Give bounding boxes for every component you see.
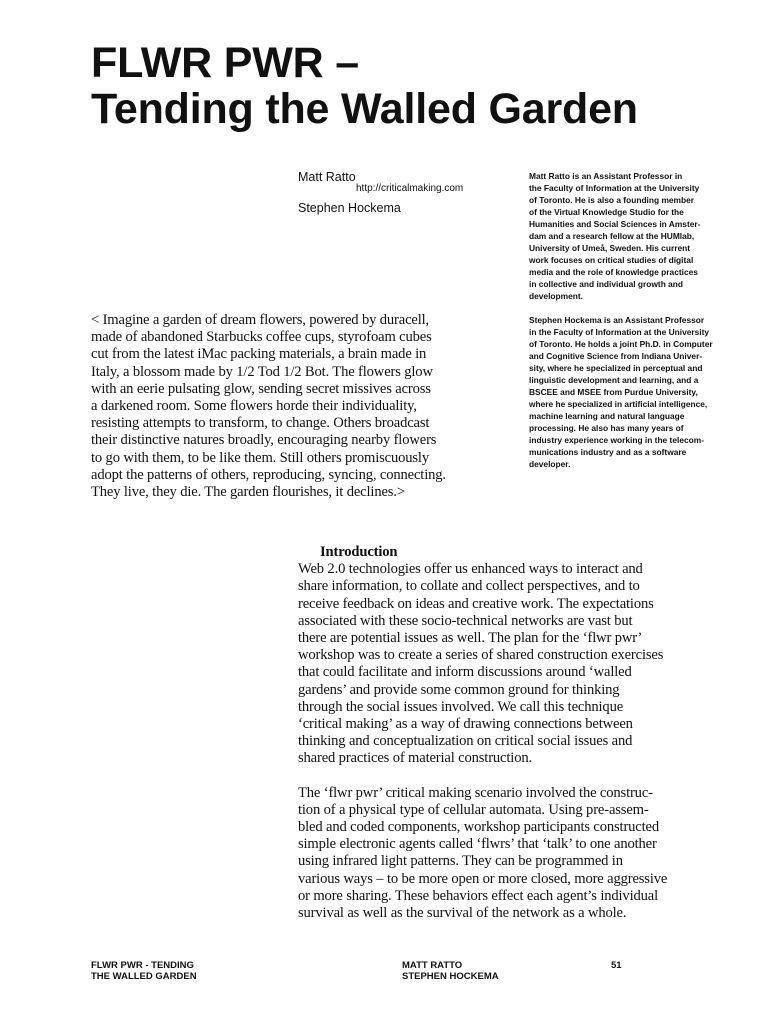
page-title — [91, 40, 638, 132]
quote-line: made of abandoned Starbucks coffee cups, styrofoam cubes — [91, 329, 432, 346]
bio-line: the Faculty of Information at the University — [529, 183, 700, 193]
body-line: bled and coded components, workshop participants constructed — [298, 819, 660, 836]
body-line: The ‘flwr pwr’ critical making scenario involved the construc- — [298, 784, 653, 801]
bio-hockema — [529, 314, 729, 470]
bio-line: in the Faculty of Information at the University — [529, 327, 710, 337]
bio-line: linguistic development and learning, and a — [529, 375, 699, 385]
quote-line: They live, they die. The garden flourishes, it declines.> — [91, 484, 405, 501]
bio-line: machine learning and natural language — [529, 411, 685, 421]
bio-line: munications industry and as a software — [529, 447, 687, 457]
bio-line: development. — [529, 291, 583, 301]
body-line: gardens’ and provide some common ground for thinking — [298, 681, 620, 698]
bio-ratto — [529, 170, 729, 302]
author-bios — [529, 170, 729, 470]
body-line: ‘critical making’ as a way of drawing connections between — [298, 716, 633, 733]
body-line: thinking and conceptualization on critical social issues and — [298, 733, 633, 750]
body-line: simple electronic agents called ‘flwrs’ that ‘talk’ to one another — [298, 836, 657, 853]
bio-line: processing. He also has many years of — [529, 423, 684, 433]
body-line: associated with these socio-technical networks are vast but — [298, 612, 633, 629]
bio-line: and Cognitive Science from Indiana Univer- — [529, 351, 703, 361]
quote-line: cut from the latest iMac packing materials, a brain made in — [91, 346, 427, 363]
title-line-1: FLWR PWR – — [91, 39, 359, 87]
body-line: share information, to collate and collect perspectives, and to — [298, 578, 640, 595]
bio-line: developer. — [529, 459, 571, 469]
page-number: 51 — [611, 960, 622, 971]
bio-line: industry experience working in the telecom- — [529, 435, 704, 445]
body-line: tion of a physical type of cellular automata. Using pre-assem- — [298, 801, 649, 818]
bio-line: of Toronto. He is also a founding member — [529, 195, 695, 205]
body-paragraph — [298, 561, 708, 767]
author-name: Stephen Hockema — [298, 201, 401, 215]
quote-line: with an eerie pulsating glow, sending secret missives across — [91, 380, 431, 397]
body-paragraph — [298, 785, 708, 923]
bio-line: in collective and individual growth and — [529, 279, 684, 289]
author-name: Matt Ratto — [298, 170, 356, 184]
body-line: using infrared light patterns. They can be programmed in — [298, 853, 623, 870]
bio-line: sity, where he specialized in perceptual and — [529, 363, 703, 373]
footer-authors — [402, 960, 499, 982]
bio-line: dam and a research fellow at the HUMlab, — [529, 231, 695, 241]
bio-line: of Toronto. He holds a joint Ph.D. in Computer — [529, 339, 713, 349]
bio-line: where he specialized in artificial intelligence, — [529, 399, 708, 409]
body-line: Web 2.0 technologies offer us enhanced ways to interact and — [298, 561, 643, 578]
body-line: survival as well as the survival of the network as a whole. — [298, 905, 627, 922]
author-block — [298, 170, 463, 216]
bio-line: Matt Ratto is an Assistant Professor in — [529, 171, 683, 181]
section-heading: Introduction — [320, 544, 398, 560]
quote-line: resisting attempts to transform, to change. Others broadcast — [91, 415, 430, 432]
quote-line: adopt the patterns of others, reproducing, syncing, connecting. — [91, 466, 446, 483]
quote-line: Italy, a blossom made by 1/2 Tod 1/2 Bot. The flowers glow — [91, 363, 433, 380]
author-url: http://criticalmaking.com — [356, 183, 464, 194]
footer-line: MATT RATTO — [402, 960, 463, 971]
body-line: that could facilitate and inform discussions around ‘walled — [298, 664, 632, 681]
body-line: workshop was to create a series of shared construction exercises — [298, 647, 664, 664]
body-line: through the social issues involved. We call this technique — [298, 698, 624, 715]
quote-line: to go with them, to be like them. Still others promiscuously — [91, 449, 429, 466]
bio-line: media and the role of knowledge practices — [529, 267, 698, 277]
quote-line: their distinctive natures broadly, encouraging nearby flowers — [91, 432, 437, 449]
body-line: various ways – to be more open or more closed, more aggressive — [298, 870, 668, 887]
body-line: there are potential issues as well. The plan for the ‘flwr pwr’ — [298, 630, 643, 647]
bio-line: Humanities and Social Sciences in Amster- — [529, 219, 701, 229]
bio-line: Stephen Hockema is an Assistant Professor — [529, 315, 705, 325]
body-line: receive feedback on ideas and creative work. The expectations — [298, 595, 654, 612]
quote-line: a darkened room. Some flowers horde their individuality, — [91, 398, 417, 415]
quote-line: < Imagine a garden of dream flowers, powered by duracell, — [91, 312, 430, 328]
footer-line: STEPHEN HOCKEMA — [402, 971, 499, 982]
footer-line: FLWR PWR - TENDING — [91, 960, 194, 971]
body-line: or more sharing. These behaviors effect each agent’s individual — [298, 887, 658, 904]
bio-line: University of Umeå, Sweden. His current — [529, 243, 691, 253]
footer-running-title — [91, 960, 197, 982]
footer-line: THE WALLED GARDEN — [91, 971, 197, 982]
bio-line: BSCEE and MSEE from Purdue University, — [529, 387, 698, 397]
body-line: shared practices of material construction. — [298, 750, 532, 767]
bio-line: of the Virtual Knowledge Studio for the — [529, 207, 684, 217]
title-line-2: Tending the Walled Garden — [91, 85, 638, 133]
bio-line: work focuses on critical studies of digital — [529, 255, 694, 265]
article-body — [298, 544, 708, 922]
intro-quote — [91, 312, 501, 501]
